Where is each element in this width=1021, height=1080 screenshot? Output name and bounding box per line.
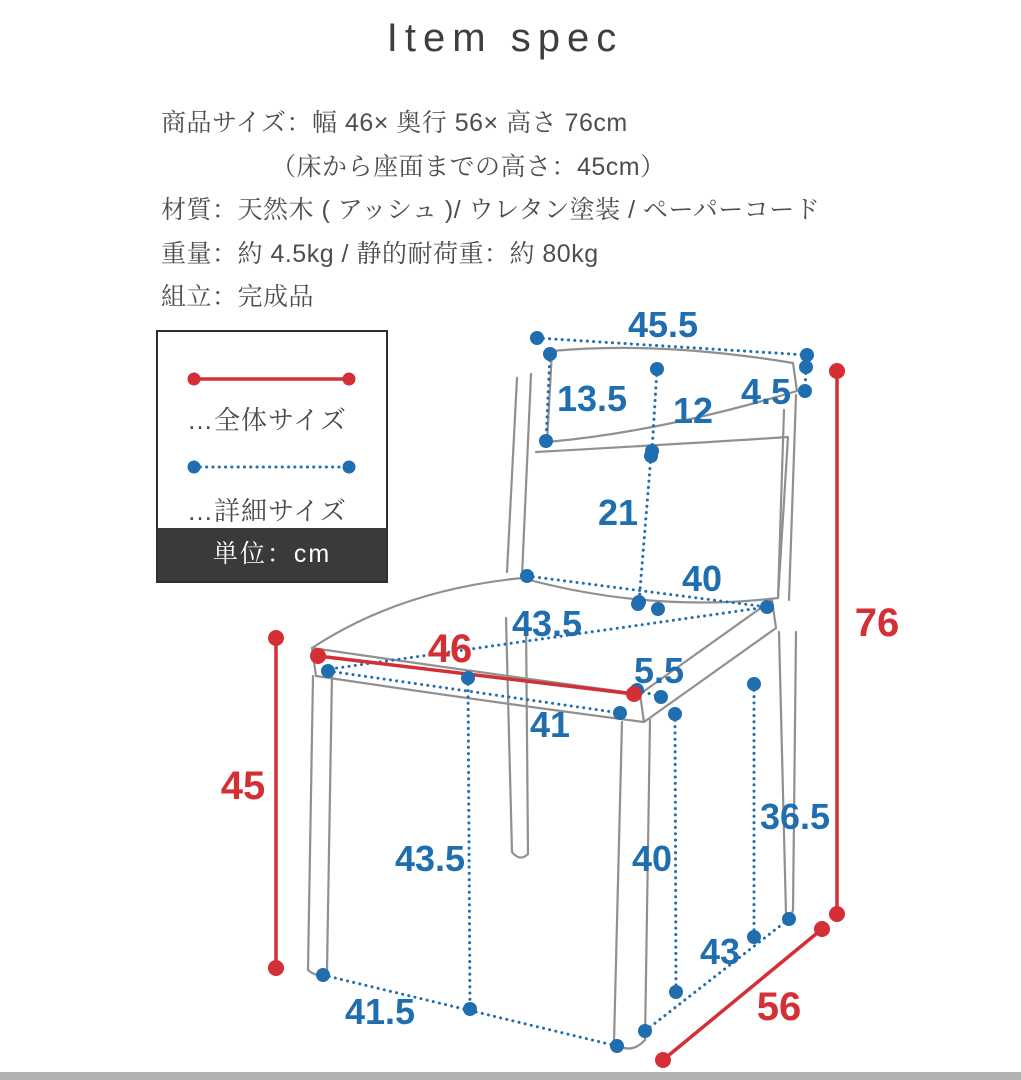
legend-overall-line (158, 344, 386, 394)
dim-label-total-height: 76 (854, 601, 900, 645)
spec-size-note: （床から座面までの高さ：45cm） (271, 152, 666, 181)
spec-material: 材質：天然木 ( アッシュ )/ ウレタン塗装 / ペーパーコード (161, 196, 821, 224)
dim-label-seat-height: 45 (220, 764, 266, 808)
dim-label-seat-thickness: 5.5 (633, 650, 685, 691)
spec-size: 商品サイズ：幅 46× 奥行 56× 高さ 76cm (161, 109, 628, 137)
dim-label-rear-leg-height: 36.5 (759, 796, 831, 837)
dim-label-overall-depth: 56 (756, 985, 802, 1029)
dim-label-seat-under-width: 41 (529, 704, 571, 745)
dim-label-back-corner: 4.5 (740, 371, 792, 412)
legend-overall-label: …全体サイズ (187, 405, 347, 435)
dim-label-back-rail-mid: 12 (672, 390, 714, 431)
dim-label-seat-back-width: 40 (681, 558, 723, 599)
legend-detail-label: …詳細サイズ (187, 496, 347, 526)
spec-weight: 重量：約 4.5kg / 静的耐荷重：約 80kg (161, 239, 599, 268)
dim-label-front-leg-height: 43.5 (394, 838, 466, 879)
dim-label-back-top-width: 45.5 (627, 304, 699, 345)
dim-label-inner-leg-height: 40 (631, 838, 673, 879)
dim-label-base-front-width: 41.5 (344, 991, 416, 1032)
dim-label-seat-diagonal: 43.5 (511, 603, 583, 644)
spec-assembly: 組立：完成品 (161, 283, 315, 311)
page-title: Item spec (386, 16, 624, 60)
dim-label-overall-width: 46 (427, 627, 473, 671)
legend-box (156, 330, 388, 583)
dim-label-base-depth: 43 (699, 931, 741, 972)
dim-label-back-rail-left: 13.5 (556, 378, 628, 419)
legend-unit-label: 単位：cm (158, 528, 386, 581)
dim-label-back-panel-height: 21 (597, 492, 639, 533)
legend-detail-line (158, 445, 386, 485)
